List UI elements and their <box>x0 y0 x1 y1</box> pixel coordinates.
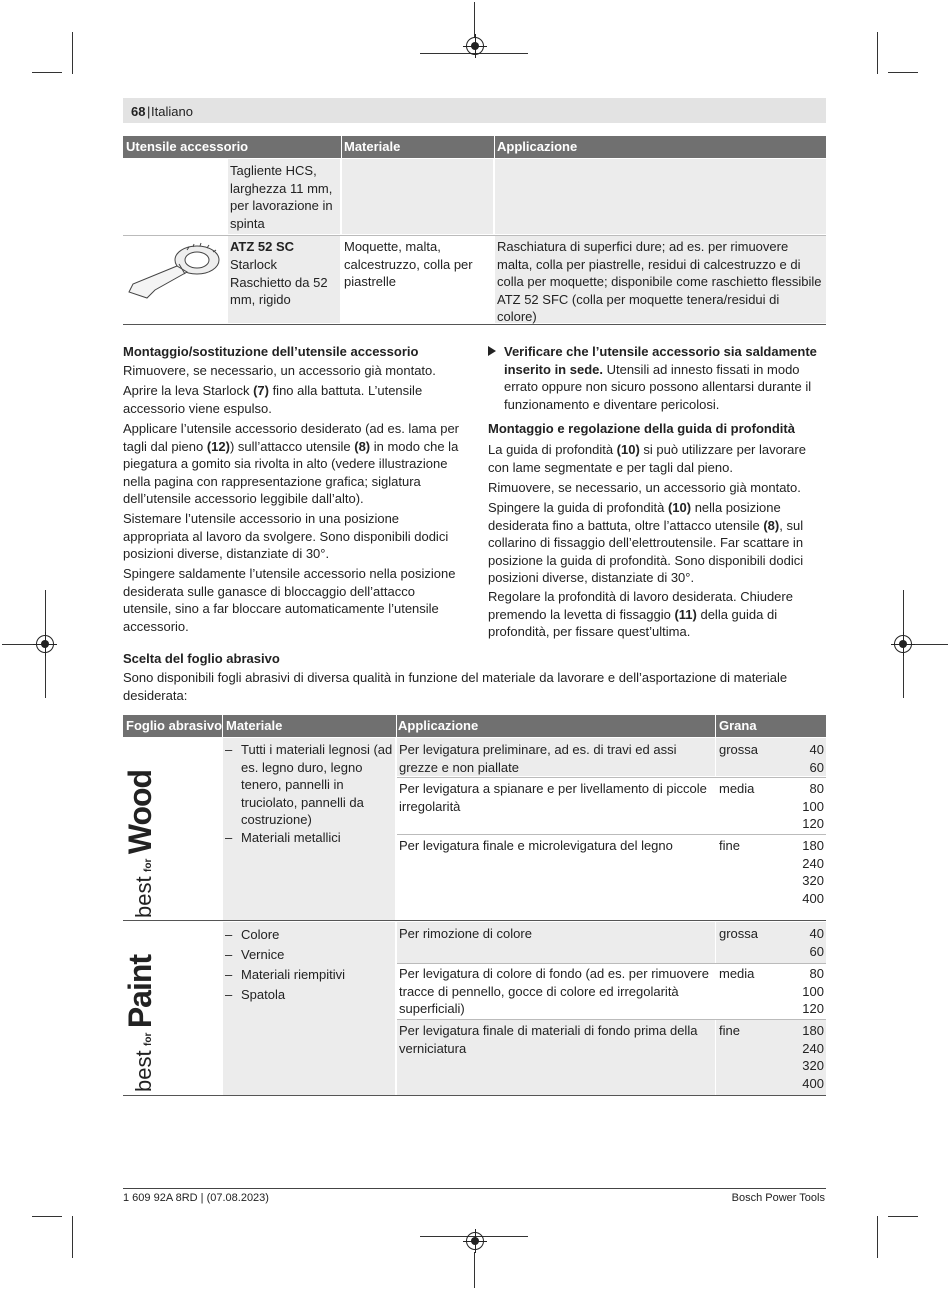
wood-materials <box>225 741 393 846</box>
wood-grit-1: 40 60 <box>809 742 824 775</box>
table1-row2-tool-name: ATZ 52 SC <box>230 239 295 254</box>
table2-col-material: Materiale <box>226 718 283 733</box>
divider <box>396 715 397 737</box>
warning-arrow-icon <box>488 346 496 356</box>
paint-application-2: Per levigatura di colore di fondo (ad es. per rimuovere tracce di pennello, gocce di colore ed irregolarità superficiali) <box>399 966 709 1016</box>
table1-col-tool: Utensile accessorio <box>126 139 249 154</box>
footer-doc-id: 1 609 92A 8RD | (07.08.2023) <box>123 1192 269 1204</box>
crop-mark <box>888 1216 918 1217</box>
wood-grade-2: media <box>719 781 755 796</box>
right-paragraph: Regolare la profondità di lavoro desiderata. Chiudere premendo la levetta di fissaggio (11) della guida di profondità, per fissare quest’ultima. <box>488 589 793 639</box>
footer-rule <box>123 1188 826 1189</box>
crop-mark <box>912 644 948 645</box>
left-paragraph: Aprire la leva Starlock (7) fino alla battuta. L’utensile accessorio viene espulso. <box>123 383 423 416</box>
table1-row1-cell <box>342 159 493 234</box>
wood-grade-3: fine <box>719 838 740 853</box>
list-item: – Colore <box>225 925 393 945</box>
table1-header <box>123 136 826 158</box>
divider <box>715 922 716 1095</box>
section-heading-depth-guide: Montaggio e regolazione della guida di profondità <box>488 421 795 436</box>
right-paragraph: Rimuovere, se necessario, un accessorio già montato. <box>488 480 801 495</box>
crop-mark <box>474 2 475 38</box>
paint-materials <box>225 925 393 1005</box>
crop-mark <box>877 1216 878 1258</box>
divider <box>222 715 223 737</box>
wood-application-2: Per levigatura a spianare e per livellamento di piccole irregolarità <box>399 781 707 814</box>
wood-grit-2: 80 100 120 <box>802 781 824 831</box>
warning-paragraph: Verificare che l’utensile accessorio sia saldamente inserito in sede. Utensili ad innesto fissati in modo errato oppure non sicuro possono allentarsi durante il funzionamento e diventare pericolosi. <box>504 344 817 412</box>
divider <box>715 715 716 737</box>
paint-grade-3: fine <box>719 1023 740 1038</box>
table2-col-application: Applicazione <box>398 718 479 733</box>
right-paragraph: La guida di profondità (10) si può utilizzare per lavorare con lame segmentate e per tagli dal pieno. <box>488 442 806 475</box>
wood-grade-1: grossa <box>719 742 759 757</box>
row-divider <box>397 963 826 964</box>
paint-grade-1: grossa <box>719 926 759 941</box>
divider <box>341 136 342 158</box>
paint-grade-2: media <box>719 966 755 981</box>
sanding-intro: Sono disponibili fogli abrasivi di diversa qualità in funzione del materiale da lavorare e dell’asportazione di materiale desiderata: <box>123 670 788 703</box>
registration-mark-icon <box>466 1232 484 1250</box>
table2-group-rule <box>123 920 826 921</box>
table1-row1-cell <box>495 159 826 234</box>
row-divider <box>397 834 826 835</box>
list-item: – Materiali riempitivi <box>225 965 393 985</box>
crop-mark <box>72 1216 73 1258</box>
registration-mark-icon <box>36 635 54 653</box>
footer-brand: Bosch Power Tools <box>731 1192 825 1204</box>
table1-row2-application: Raschiatura di superfici dure; ad es. per rimuovere malta, colla per piastrelle, residui di calcestruzzo e di colla per moquette; disponibile come raschietto flessibile ATZ 52 SFC (colla per moquette tenera/residui di colore) <box>497 239 822 324</box>
table2-col-grit: Grana <box>719 718 757 733</box>
left-paragraph: Rimuovere, se necessario, un accessorio già montato. <box>123 363 436 378</box>
best-for-wood-logo: best for Wood <box>122 769 158 918</box>
page-number: 68 <box>131 104 146 119</box>
section-heading-sanding: Scelta del foglio abrasivo <box>123 651 280 666</box>
paint-grit-1: 40 60 <box>809 926 824 959</box>
paint-application-1: Per rimozione di colore <box>399 926 532 941</box>
table1-col-application: Applicazione <box>497 139 578 154</box>
best-for-paint-logo: best for Paint <box>122 954 158 1092</box>
crop-mark <box>888 72 918 73</box>
list-item: – Spatola <box>225 985 393 1005</box>
left-paragraph: Spingere saldamente l’utensile accessorio nella posizione desiderata sulle ganasce di bloccaggio dell’attacco utensile, sino a far bloccare automaticamente l’utensile accessorio. <box>123 566 456 634</box>
paint-grit-2: 80 100 120 <box>802 966 824 1016</box>
registration-mark-icon <box>466 37 484 55</box>
wood-application-1: Per levigatura preliminare, ad es. di travi ed assi grezze e non piallate <box>399 742 677 775</box>
table1-bottom-rule <box>123 324 826 325</box>
table1-row2-tool-desc: Starlock Raschietto da 52 mm, rigido <box>230 257 328 307</box>
table1-col-material: Materiale <box>344 139 401 154</box>
table2-col-sheet: Foglio abrasivo <box>126 718 223 733</box>
crop-mark <box>72 32 73 74</box>
table1-row2-material: Moquette, malta, calcestruzzo, colla per piastrelle <box>344 239 473 289</box>
scraper-blade-image <box>125 240 225 307</box>
divider <box>715 738 716 920</box>
section-heading-assembly: Montaggio/sostituzione dell’utensile accessorio <box>123 344 419 359</box>
list-item: – Tutti i materiali legnosi (ad es. legno duro, legno tenero, pannelli in truciolato, pannelli da costruzione) <box>225 741 393 829</box>
crop-mark <box>474 1252 475 1288</box>
table2-bottom-rule <box>123 1095 826 1096</box>
page-language: Italiano <box>151 104 193 119</box>
list-item: – Materiali metallici <box>225 829 393 847</box>
paint-application-3: Per levigatura finale di materiali di fondo prima della verniciatura <box>399 1023 698 1056</box>
left-paragraph: Applicare l’utensile accessorio desiderato (ad es. lama per tagli dal pieno (12)) sull’attacco utensile (8) in modo che la piegatura a gomito sia rivolta in alto (vedere illustrazione nella pagina con rappresentazione grafica; siglatura dell’utensile accessorio leggibile dall’alto). <box>123 421 460 506</box>
crop-mark <box>32 1216 62 1217</box>
wood-application-3: Per levigatura finale e microlevigatura del legno <box>399 838 673 853</box>
crop-mark <box>877 32 878 74</box>
crop-mark <box>32 72 62 73</box>
paint-grit-3: 180 240 320 400 <box>802 1023 824 1091</box>
wood-grit-3: 180 240 320 400 <box>802 838 824 906</box>
table2-header <box>123 715 826 737</box>
row-divider <box>397 1019 826 1020</box>
header-separator: | <box>147 104 151 119</box>
divider <box>494 136 495 158</box>
list-item: – Vernice <box>225 945 393 965</box>
page-header-bar <box>123 98 826 123</box>
row-divider <box>397 777 826 778</box>
table1-row1-tool-desc: Tagliente HCS, larghezza 11 mm, per lavorazione in spinta <box>230 163 333 231</box>
right-paragraph: Spingere la guida di profondità (10) nella posizione desiderata fino a battuta, oltre l’attacco utensile (8), sul collarino di fissaggio dell’elettroutensile. Far scattare in posizione la guida di profondità. Sono disponibili dodici posizioni diverse, distanziate di 30°. <box>488 500 804 585</box>
registration-mark-icon <box>894 635 912 653</box>
left-paragraph: Sistemare l’utensile accessorio in una posizione appropriata al lavoro da svolgere. Sono disponibili dodici posizioni diverse, distanziate di 30°. <box>123 511 449 561</box>
